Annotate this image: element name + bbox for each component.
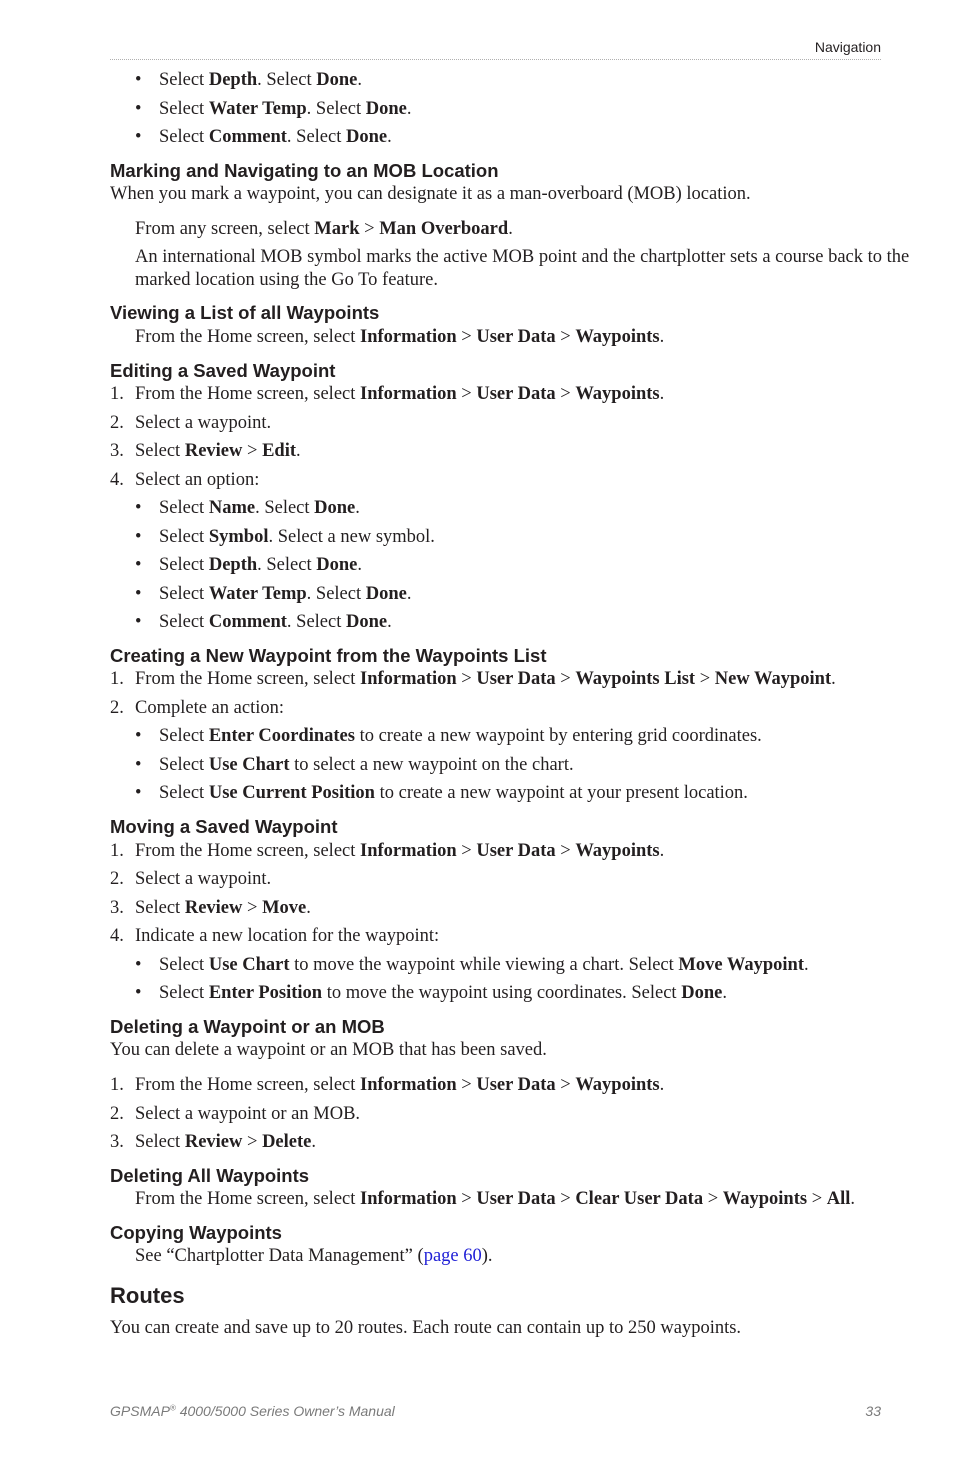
text-run: . Select [286, 612, 346, 632]
text-run: Select [159, 127, 209, 147]
body-text [135, 325, 664, 349]
text-run: From the Home screen, select [135, 384, 361, 404]
text-run: Select [159, 955, 209, 975]
text-run: When you mark a waypoint, you can designate it as a man-overboard (MOB) location. [110, 184, 751, 204]
bullet-marker: • [135, 584, 142, 604]
ui-term: Depth [208, 555, 258, 575]
ui-term: Information [360, 669, 457, 689]
step-text [135, 1073, 664, 1097]
step-number: 1. [110, 384, 124, 404]
bullet-marker: • [135, 955, 142, 975]
heading-creating-a-new-waypoint-from-the-waypoints-list: Creating a New Waypoint from the Waypoints List [110, 645, 547, 666]
ui-term: User Data [476, 384, 556, 404]
ui-term: Move Waypoint [678, 955, 804, 975]
ui-term: Done [316, 70, 358, 90]
text-run: From any screen, select [135, 219, 315, 239]
ui-term: Man Overboard [379, 219, 509, 239]
text-run: > [456, 327, 477, 347]
heading-deleting-a-waypoint-or-an-mob: Deleting a Waypoint or an MOB [110, 1016, 385, 1037]
text-run: . [659, 384, 665, 404]
text-run: Select [159, 498, 209, 518]
ui-term: Waypoints [575, 327, 660, 347]
step-number: 2. [110, 413, 124, 433]
text-run: > [555, 327, 576, 347]
step-number: 3. [110, 898, 124, 918]
ui-term: Waypoints [575, 1075, 660, 1095]
step-text [135, 667, 836, 691]
ui-term: Water Temp [208, 99, 307, 119]
bullet-marker: • [135, 755, 142, 775]
ui-term: User Data [476, 669, 556, 689]
ui-term: Done [346, 612, 388, 632]
step-text [135, 1102, 360, 1126]
step-number: 4. [110, 926, 124, 946]
text-run: . Select [306, 584, 366, 604]
text-run: > [703, 1189, 723, 1209]
heading-copying-waypoints: Copying Waypoints [110, 1222, 282, 1243]
text-run: . [831, 669, 836, 689]
text-run: > [456, 1075, 477, 1095]
bullet-marker: • [135, 70, 142, 90]
text-run: . [387, 127, 392, 147]
ui-term: Enter Coordinates [208, 726, 355, 746]
bullet-marker: • [135, 783, 142, 803]
bullet-marker: • [135, 983, 142, 1003]
text-run: . Select [255, 498, 315, 518]
text-run: . Select a new symbol. [268, 527, 435, 547]
text-run: . [357, 555, 362, 575]
list-item [159, 97, 411, 121]
step-number: 2. [110, 869, 124, 889]
footer-manual-title: GPSMAP® 4000/5000 Series Owner’s Manual [110, 1403, 395, 1419]
text-run: Select [159, 755, 209, 775]
body-text [135, 1244, 493, 1268]
ui-term: Done [365, 99, 407, 119]
heading-viewing-a-list-of-all-waypoints: Viewing a List of all Waypoints [110, 302, 380, 323]
bullet-marker: • [135, 498, 142, 518]
body-text [110, 1316, 741, 1340]
text-run: Select [159, 983, 209, 1003]
text-run: From the Home screen, select [135, 1189, 361, 1209]
ui-term: Use Chart [208, 955, 290, 975]
text-run: . [355, 498, 360, 518]
ui-term: Waypoints [575, 841, 660, 861]
text-run: . Select [306, 99, 366, 119]
text-run: You can create and save up to 20 routes. Each route can contain up to 250 waypoints. [110, 1318, 742, 1338]
ui-term: Use Chart [208, 755, 290, 775]
text-run: Select [135, 898, 185, 918]
step-text [135, 1130, 316, 1154]
ui-term: Clear User Data [575, 1189, 704, 1209]
step-number: 1. [110, 669, 124, 689]
page-reference-link[interactable]: page 60 [423, 1246, 482, 1266]
ui-term: Water Temp [208, 584, 307, 604]
text-run: to create a new waypoint at your present location. [374, 783, 748, 803]
ui-term: Information [360, 327, 457, 347]
ui-term: Information [360, 1189, 457, 1209]
ui-term: Done [365, 584, 407, 604]
text-run: . [659, 1075, 665, 1095]
text-run: > [555, 384, 576, 404]
section-name: Navigation [814, 39, 881, 55]
ui-term: Review [184, 1132, 243, 1152]
list-item [159, 496, 360, 520]
list-item [159, 753, 574, 777]
body-text [135, 1187, 855, 1211]
list-item [159, 125, 392, 149]
page-number: 33 [865, 1403, 881, 1419]
text-run: > [456, 669, 477, 689]
text-run: to move the waypoint using coordinates. Select [322, 983, 682, 1003]
text-run: ). [481, 1246, 493, 1266]
text-run: An international MOB symbol marks the active MOB point and the chartplotter sets a course back to the [135, 247, 910, 267]
ui-term: Done [346, 127, 388, 147]
list-item [159, 953, 809, 977]
ui-term: New Waypoint [714, 669, 832, 689]
ui-term: User Data [476, 327, 556, 347]
list-item [159, 582, 411, 606]
step-text [135, 839, 664, 863]
text-run: Indicate a new location for the waypoint: [135, 926, 440, 946]
text-run: Select [159, 555, 209, 575]
ui-term: All [826, 1189, 851, 1209]
ui-term: User Data [476, 841, 556, 861]
text-run: > [242, 1132, 263, 1152]
list-item [159, 610, 392, 634]
ui-term: Review [184, 441, 243, 461]
text-run: . Select [286, 127, 346, 147]
text-run: . [357, 70, 362, 90]
step-number: 4. [110, 470, 124, 490]
text-run: > [456, 1189, 477, 1209]
text-run: > [456, 841, 477, 861]
text-run: Complete an action: [135, 698, 284, 718]
text-run: Select [135, 441, 185, 461]
text-run: . [508, 219, 513, 239]
bullet-marker: • [135, 527, 142, 547]
text-run: . [311, 1132, 316, 1152]
text-run: Select a waypoint. [135, 869, 272, 889]
step-number: 3. [110, 441, 124, 461]
text-run: > [242, 898, 263, 918]
step-text [135, 924, 439, 948]
text-run: > [456, 384, 477, 404]
list-item [159, 525, 435, 549]
body-text [110, 182, 751, 206]
ui-term: Waypoints [575, 384, 660, 404]
step-text [135, 382, 664, 406]
text-run: to move the waypoint while viewing a chart. Select [289, 955, 679, 975]
ui-term: Depth [208, 70, 258, 90]
ui-term: Comment [208, 612, 287, 632]
text-run: . Select [257, 70, 317, 90]
text-run: You can delete a waypoint or an MOB that has been saved. [110, 1040, 547, 1060]
text-run: . [387, 612, 392, 632]
text-run: > [242, 441, 263, 461]
step-number: 3. [110, 1132, 124, 1152]
text-run: Select [159, 612, 209, 632]
text-run: > [555, 841, 576, 861]
ui-term: User Data [476, 1075, 556, 1095]
text-run: Select [159, 783, 209, 803]
text-run: Select [159, 584, 209, 604]
list-item [159, 981, 727, 1005]
text-run: to select a new waypoint on the chart. [289, 755, 574, 775]
ui-term: Enter Position [208, 983, 323, 1003]
text-run: From the Home screen, select [135, 669, 361, 689]
ui-term: Edit [262, 441, 296, 461]
step-number: 2. [110, 698, 124, 718]
ui-term: User Data [476, 1189, 556, 1209]
step-text [135, 439, 301, 463]
ui-term: Done [681, 983, 723, 1003]
text-run: Select [159, 527, 209, 547]
text-run: Select a waypoint. [135, 413, 272, 433]
ui-term: Move [262, 898, 307, 918]
step-number: 1. [110, 841, 124, 861]
step-text [135, 468, 259, 492]
text-run: > [555, 669, 576, 689]
text-run: > [555, 1075, 576, 1095]
bullet-marker: • [135, 726, 142, 746]
text-run: From the Home screen, select [135, 1075, 361, 1095]
text-run: See “Chartplotter Data Management” ( [135, 1246, 424, 1266]
body-text [110, 1038, 547, 1062]
text-run: From the Home screen, select [135, 327, 361, 347]
text-run: Select [159, 99, 209, 119]
ui-term: Information [360, 384, 457, 404]
heading-marking-and-navigating-to-an-mob-location: Marking and Navigating to an MOB Location [110, 160, 499, 181]
ui-term: Done [314, 498, 356, 518]
ui-term: Name [208, 498, 256, 518]
text-run: Select an option: [135, 470, 260, 490]
step-text [135, 896, 311, 920]
section-title-routes: Routes [110, 1283, 185, 1308]
text-run: From the Home screen, select [135, 841, 361, 861]
text-run: . [850, 1189, 856, 1209]
ui-term: Review [184, 898, 243, 918]
text-run: . [659, 327, 665, 347]
text-run: . [406, 584, 412, 604]
ui-term: Information [360, 1075, 457, 1095]
text-run: Select [159, 70, 209, 90]
text-run: to create a new waypoint by entering grid coordinates. [354, 726, 762, 746]
bullet-marker: • [135, 612, 142, 632]
step-text [135, 696, 284, 720]
body-text [135, 268, 438, 292]
list-item [159, 68, 362, 92]
ui-term: Comment [208, 127, 287, 147]
body-text [135, 245, 909, 269]
ui-term: Use Current Position [208, 783, 375, 803]
ui-term: Symbol [208, 527, 269, 547]
ui-term: Information [360, 841, 457, 861]
text-run: > [807, 1189, 827, 1209]
heading-editing-a-saved-waypoint: Editing a Saved Waypoint [110, 360, 336, 381]
heading-deleting-all-waypoints: Deleting All Waypoints [110, 1165, 310, 1186]
step-text [135, 867, 271, 891]
text-run: . [659, 841, 665, 861]
text-run: > [695, 669, 715, 689]
step-text [135, 411, 271, 435]
text-run: . [296, 441, 301, 461]
bullet-marker: • [135, 555, 142, 575]
text-run: . [406, 99, 412, 119]
text-run: > [555, 1189, 576, 1209]
page-header [110, 38, 881, 60]
text-run: . [306, 898, 311, 918]
ui-term: Waypoints [722, 1189, 808, 1209]
text-run: . [722, 983, 727, 1003]
body-text [135, 217, 513, 241]
text-run: Select a waypoint or an MOB. [135, 1104, 361, 1124]
text-run: Select [159, 726, 209, 746]
text-run: > [359, 219, 380, 239]
ui-term: Waypoints List [575, 669, 696, 689]
text-run: marked location using the Go To feature. [135, 270, 439, 290]
heading-moving-a-saved-waypoint: Moving a Saved Waypoint [110, 816, 338, 837]
ui-term: Done [316, 555, 358, 575]
text-run: Select [135, 1132, 185, 1152]
ui-term: Mark [314, 219, 360, 239]
list-item [159, 781, 748, 805]
ui-term: Delete [262, 1132, 312, 1152]
bullet-marker: • [135, 127, 142, 147]
list-item [159, 553, 362, 577]
text-run: . Select [257, 555, 317, 575]
step-number: 2. [110, 1104, 124, 1124]
text-run: . [804, 955, 809, 975]
list-item [159, 724, 762, 748]
step-number: 1. [110, 1075, 124, 1095]
bullet-marker: • [135, 99, 142, 119]
